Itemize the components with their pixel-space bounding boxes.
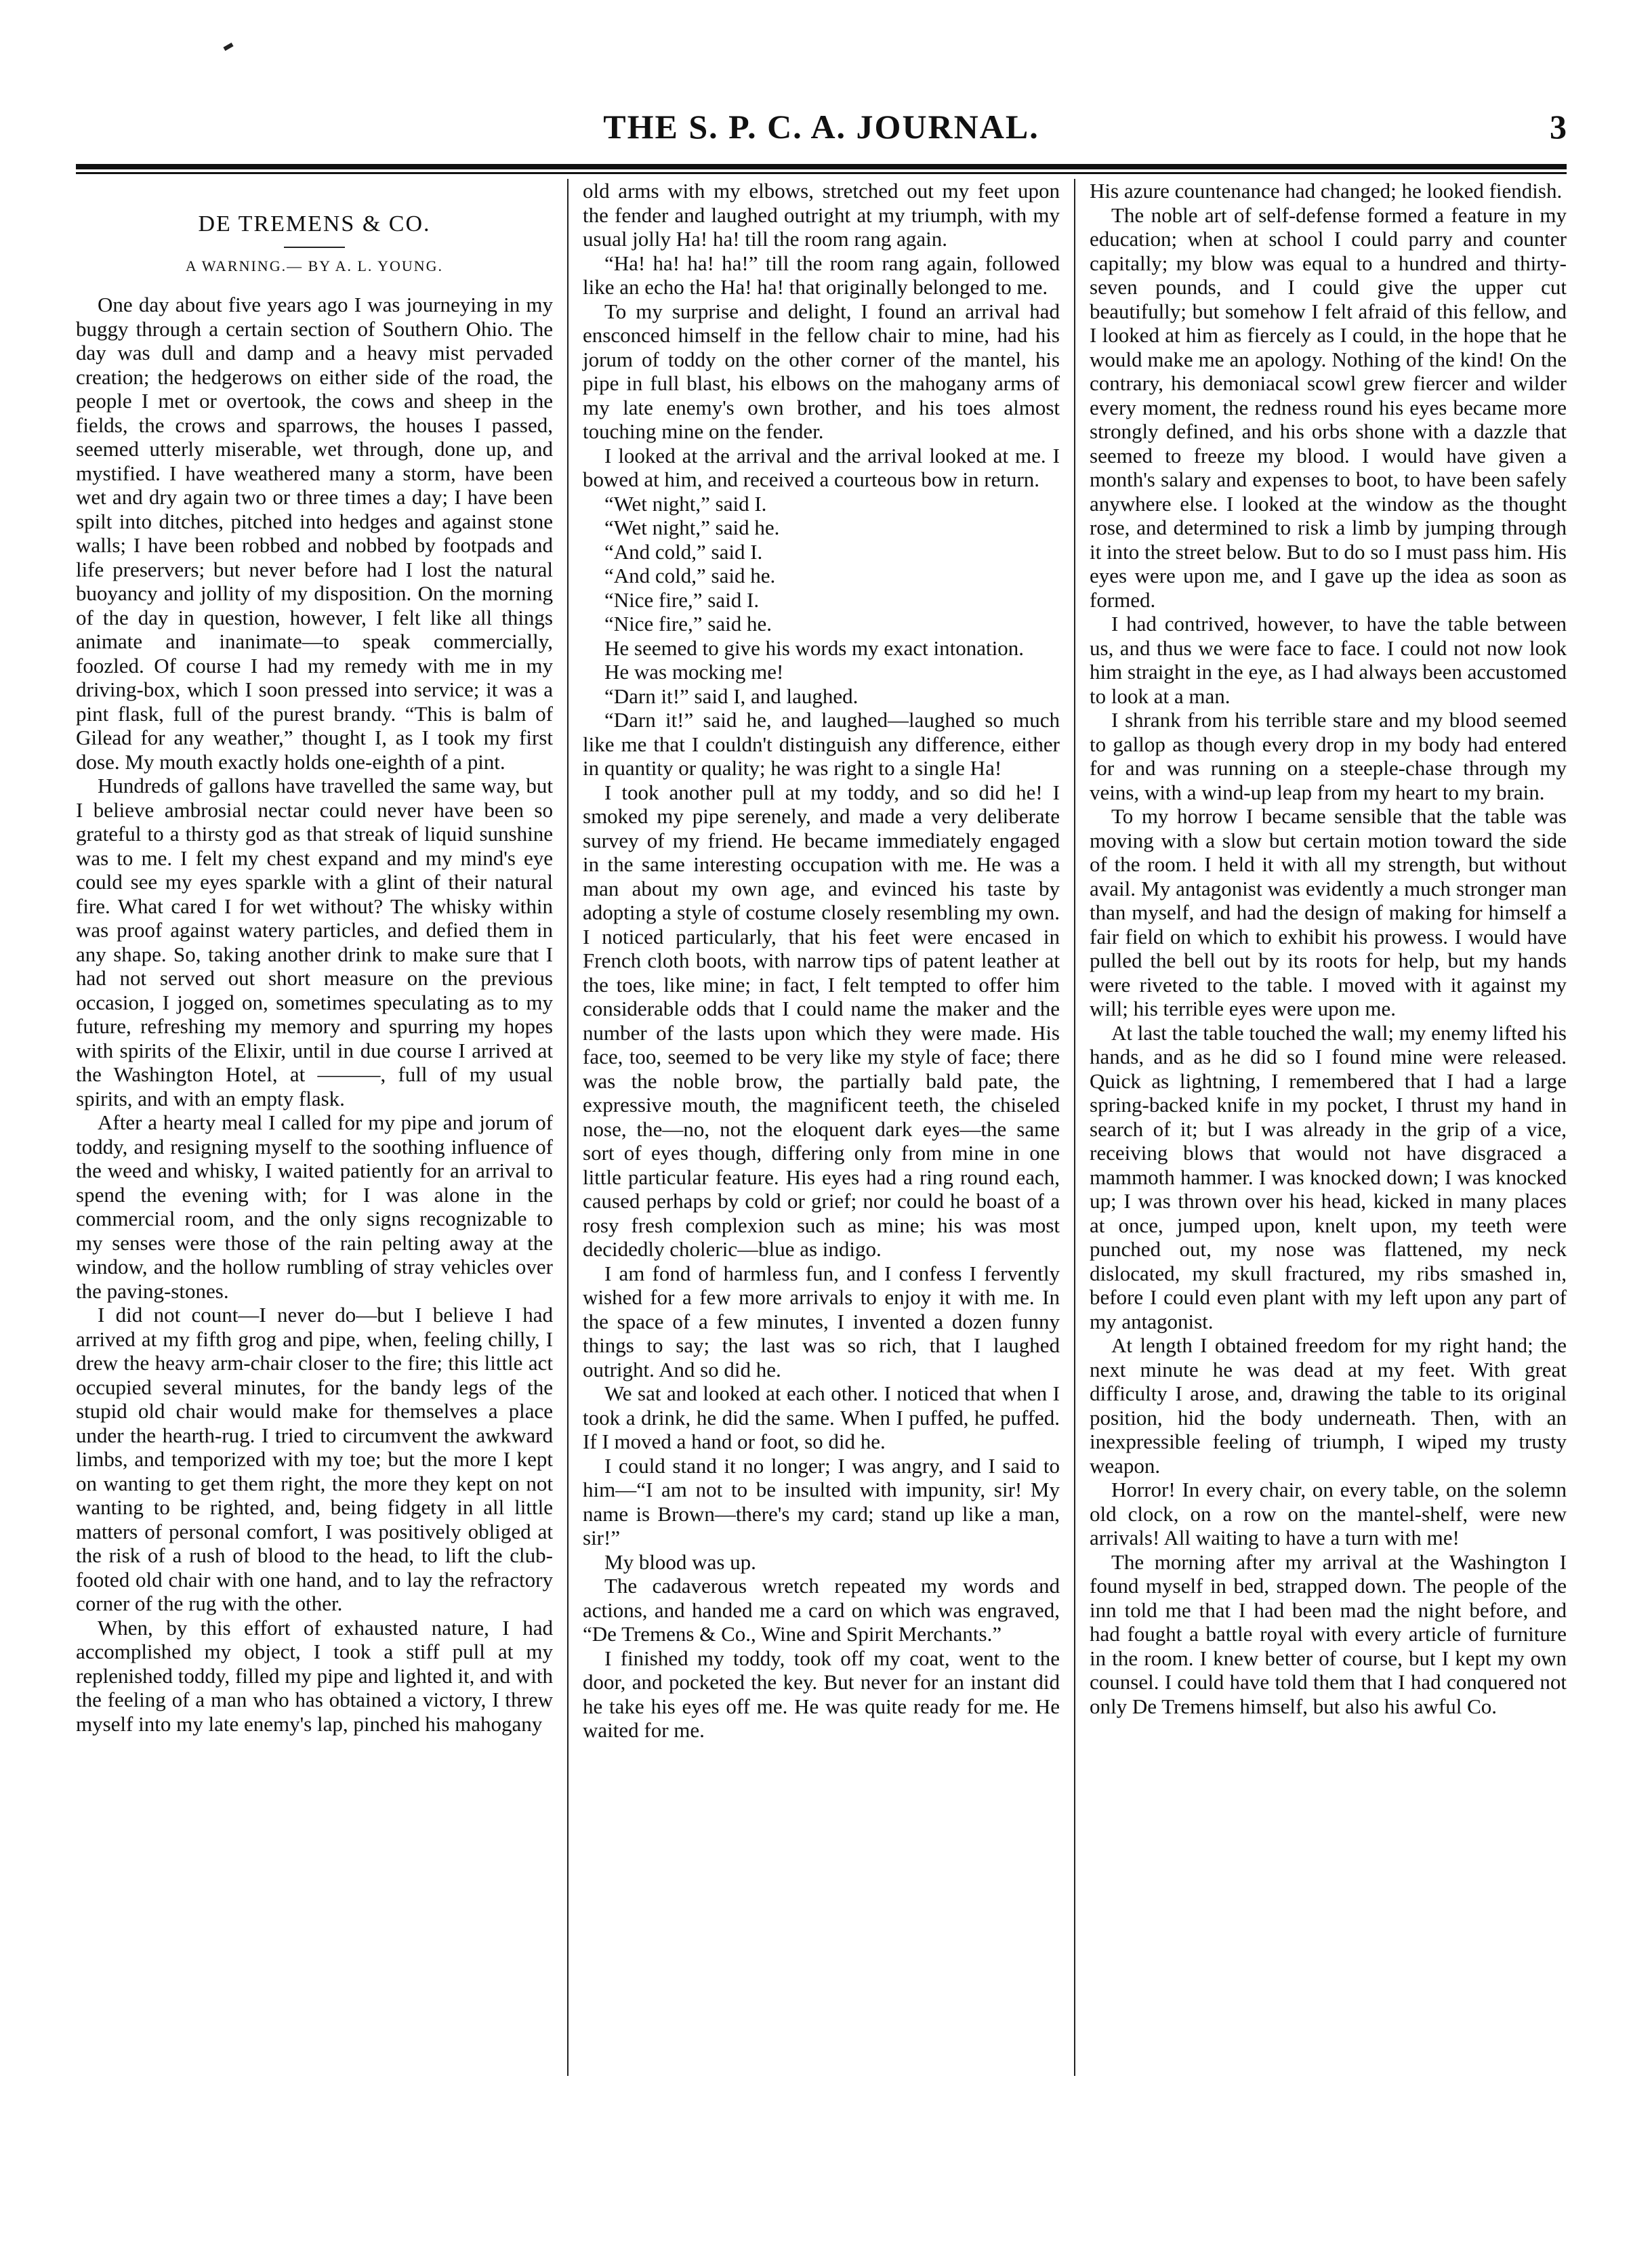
paragraph: I am fond of harmless fun, and I confess I fervently wished for a few more arrivals to enjoy it with me. In the space of a few minutes, I invented a dozen funny things to say; the last was so rich, that I laughed outright. And so did he. [583, 1261, 1060, 1381]
paragraph: He seemed to give his words my exact intonation. [604, 636, 1025, 660]
header-rule-thin [76, 172, 1567, 174]
column-3 [1090, 179, 1567, 2076]
paragraph: I could stand it no longer; I was angry, and I said to him—“I am not to be insulted with impunity, sir! My name is Brown—there's my card; stand up like a man, sir!” [583, 1453, 1060, 1549]
paragraph: At length I obtained freedom for my right hand; the next minute he was dead at my feet. With great difficulty I arose, and, drawing the table to its original position, hid the body underneath. Then, with an inexpressible feeling of triumph, I wiped my trusty weapon. [1090, 1333, 1567, 1478]
paragraph: He was mocking me! [604, 660, 784, 684]
paragraph: One day about five years ago I was journeying in my buggy through a certain section of Southern Ohio. The day was dull and damp and a heavy mist pervaded creation; the hedgerows on either side of the road, the people I met or overtook, the cows and sheep in the fields, the crows and sparrows, the houses I passed, seemed utterly miserable, wet through, done up, and mystified. I have weathered many a storm, have been wet and dry again two or three times a day; I have been spilt into ditches, pitched into hedges and against stone walls; I have been robbed and nobbed by footpads and life preservers; but never before had I lost the natural buoyancy and jollity of my disposition. On the morning of the day in question, however, I felt like all things animate and inanimate—to speak commercially, foozled. Of course I had my remedy with me in my driving-box, which I soon pressed into service; it was a pint flask, full of the purest brandy. “This is balm of Gilead for any weather,” thought I, as I took my first dose. My mouth exactly holds one-eighth of a pint. [76, 293, 553, 774]
paragraph: The morning after my arrival at the Washington I found myself in bed, strapped down. The people of the inn told me that I had been mad the night before, and had fought a battle royal with every article of furniture in the room. I knew better of course, but I kept my own counsel. I could have told them that I had conquered not only De Tremens himself, but also his awful Co. [1090, 1549, 1567, 1718]
paragraph: I shrank from his terrible stare and my blood seemed to gallop as though every drop in my body had entered for and was running on a steeple-chase through my veins, with a wind-up leap from my heart to my brain. [1090, 708, 1567, 804]
paragraph: Hundreds of gallons have travelled the same way, but I believe ambrosial nectar could never have been so grateful to a thirsty god as that streak of liquid sunshine was to me. I felt my chest expand and my mind's eye could see my eyes sparkle with a glint of their natural fire. What cared I for wet without? The whisky within was proof against watery particles, and defied them in any shape. So, taking another drink to make sure that I had not served out short measure on the previous occasion, I jogged on, sometimes speculating as to my future, refreshing my memory and spurring my hopes with spirits of the Elixir, until in due course I arrived at the Washington Hotel, at ———, full of my usual spirits, and with an empty flask. [76, 774, 553, 1110]
column-1 [76, 179, 553, 2076]
paragraph: old arms with my elbows, stretched out my feet upon the fender and laughed outright at my triumph, with my usual jolly Ha! ha! till the room rang again. [583, 179, 1060, 251]
article-title: DE TREMENS & CO. [198, 211, 431, 236]
paragraph: “Wet night,” said I. [604, 491, 767, 516]
article-columns [76, 179, 1567, 2076]
paragraph: I looked at the arrival and the arrival looked at me. I bowed at him, and received a courteous bow in return. [583, 443, 1060, 491]
paragraph: His azure countenance had changed; he looked fiendish. [1090, 179, 1563, 203]
paragraph: At last the table touched the wall; my enemy lifted his hands, and as he did so I found mine were released. Quick as lightning, I remembered that I had a large spring-backed knife in my pocket, I thrust my hand in search of it; but I was already in the grip of a vice, receiving blows that would not have disgraced a mammoth hammer. I was knocked down; I was knocked up; I was thrown over his head, kicked in many places at once, jumped upon, knelt upon, my teeth were punched out, my nose was flattened, my neck dislocated, my skull fractured, my ribs smashed in, before I could even plant with my left upon any part of my antagonist. [1090, 1020, 1567, 1333]
paragraph: To my surprise and delight, I found an arrival had ensconced himself in the fellow chair to mine, had his jorum of toddy on the other corner of the mantel, his pipe in full blast, his elbows on the mahogany arms of my late enemy's own brother, and his toes almost touching mine on the fender. [583, 299, 1060, 443]
paragraph: I did not count—I never do—but I believe I had arrived at my fifth grog and pipe, when, feeling chilly, I drew the heavy arm-chair closer to the fire; this little act occupied several minutes, for the bandy legs of the stupid old chair would make for themselves a place under the hearth-rug. I tried to circumvent the awkward limbs, and temporized with my toe; but the more I kept on wanting to get them right, the more they kept on not wanting to be righted, and, being fidgety in all little matters of personal comfort, I was positively obliged at the risk of a rush of blood to the head, to lift the club-footed old chair with one hand, and to lay the refractory corner of the rug with the other. [76, 1303, 553, 1615]
column-3-body [1090, 179, 1567, 1718]
paragraph: “Nice fire,” said he. [604, 612, 772, 636]
page-header [76, 107, 1567, 156]
paragraph: The cadaverous wretch repeated my words and actions, and handed me a card on which was engraved, “De Tremens & Co., Wine and Spirit Merchants.” [583, 1574, 1060, 1646]
page-number: 3 [1550, 108, 1567, 146]
paragraph: When, by this effort of exhausted nature, I had accomplished my object, I took a stiff pull at my replenished toddy, filled my pipe and lighted it, and with the feeling of a man who has obtained a victory, I threw myself into my late enemy's lap, pinched his mahogany [76, 1615, 553, 1736]
header-rule-thick [76, 164, 1567, 169]
stray-ink-mark [223, 43, 233, 51]
paragraph: I took another pull at my toddy, and so did he! I smoked my pipe serenely, and made a very deliberate survey of my friend. He became immediately engaged in the same interesting occupation with me. He was a man about my own age, and evinced his taste by adopting a style of costume closely resembling my own. I noticed particularly, that his feet were encased in French cloth boots, with narrow tips of patent leather at the toes, like mine; in fact, I felt tempted to offer him considerable odds that I could name the maker and the number of the lasts upon which they were made. His face, too, seemed to be very like my style of face; there was the noble brow, the partially bald pate, the expressive mouth, the magnificent teeth, the chiseled nose, the—no, not the eloquent dark eyes—the same sort of eyes though, differing only from mine in one little particular feature. His eyes had a ring round each, caused perhaps by cold or grief; nor could he boast of a rosy fresh complexion such as mine; his was most decidedly choleric—blue as indigo. [583, 780, 1060, 1261]
paragraph: After a hearty meal I called for my pipe and jorum of toddy, and resigning myself to the soothing influence of the weed and whisky, I waited patiently for an arrival to spend the evening with; for I was alone in the commercial room, and the only signs recognizable to my senses were those of the rain pelting away at the window, and the hollow rumbling of stray vehicles over the paving-stones. [76, 1110, 553, 1303]
paragraph: “Darn it!” said I, and laughed. [604, 684, 859, 708]
column-1-body [76, 293, 553, 1736]
title-rule [284, 247, 345, 248]
paragraph: I finished my toddy, took off my coat, went to the door, and pocketed the key. But never for an instant did he take his eyes off me. He was quite ready for me. He waited for me. [583, 1646, 1060, 1742]
paragraph: I had contrived, however, to have the table between us, and thus we were face to face. I could not now look him straight in the eye, as I had always been accustomed to look at a man. [1090, 612, 1567, 708]
paragraph: “And cold,” said he. [604, 564, 776, 587]
paragraph: Horror! In every chair, on every table, on the solemn old clock, on a row on the mantel-shelf, were new arrivals! All waiting to have a turn with me! [1090, 1478, 1567, 1549]
paragraph: “Wet night,” said he. [604, 516, 780, 539]
article-byline: A WARNING.— BY A. L. YOUNG. [185, 257, 444, 274]
column-2-body [583, 179, 1060, 1743]
paragraph: The noble art of self-defense formed a feature in my education; when at school I could parry and counter capitally; my blow was equal to a hundred and thirty-seven pounds, and I could give the upper cut beautifully; but somehow I felt afraid of this fellow, and I looked at him as fiercely as I could, in the hope that he would make me an apology. Nothing of the kind! On the contrary, his demoniacal scowl grew fiercer and wilder every moment, the redness round his eyes became more strongly defined, and his orbs shone with a dazzle that seemed to freeze my blood. I would have given a month's salary and expenses to boot, to have been safely anywhere else. I looked at the window as the thought rose, and determined to risk a limb by jumping through it into the street below. But to do so I must pass him. His eyes were upon me, and I gave up the idea as soon as formed. [1090, 203, 1567, 612]
journal-title: THE S. P. C. A. JOURNAL. [603, 108, 1039, 146]
paragraph: “Nice fire,” said I. [604, 587, 760, 612]
paragraph: To my horrow I became sensible that the table was moving with a slow but certain motion toward the side of the room. I held it with all my strength, but without avail. My antagonist was evidently a much stronger man than myself, and had the design of making for himself a fair field on which to exhibit his prowess. I would have pulled the bell out by its roots for help, but my hands were riveted to the table. I moved with it against my will; his terrible eyes were upon me. [1090, 804, 1567, 1020]
paragraph: My blood was up. [604, 1549, 756, 1574]
paragraph: We sat and looked at each other. I noticed that when I took a drink, he did the same. When I puffed, he puffed. If I moved a hand or foot, so did he. [583, 1381, 1060, 1453]
paragraph: “Darn it!” said he, and laughed—laughed so much like me that I couldn't distinguish any difference, either in quantity or quality; he was right to a single Ha! [583, 708, 1060, 780]
column-2 [583, 179, 1060, 2076]
paragraph: “Ha! ha! ha! ha!” till the room rang again, followed like an echo the Ha! ha! that originally belonged to me. [583, 251, 1060, 299]
paragraph: “And cold,” said I. [604, 539, 763, 564]
